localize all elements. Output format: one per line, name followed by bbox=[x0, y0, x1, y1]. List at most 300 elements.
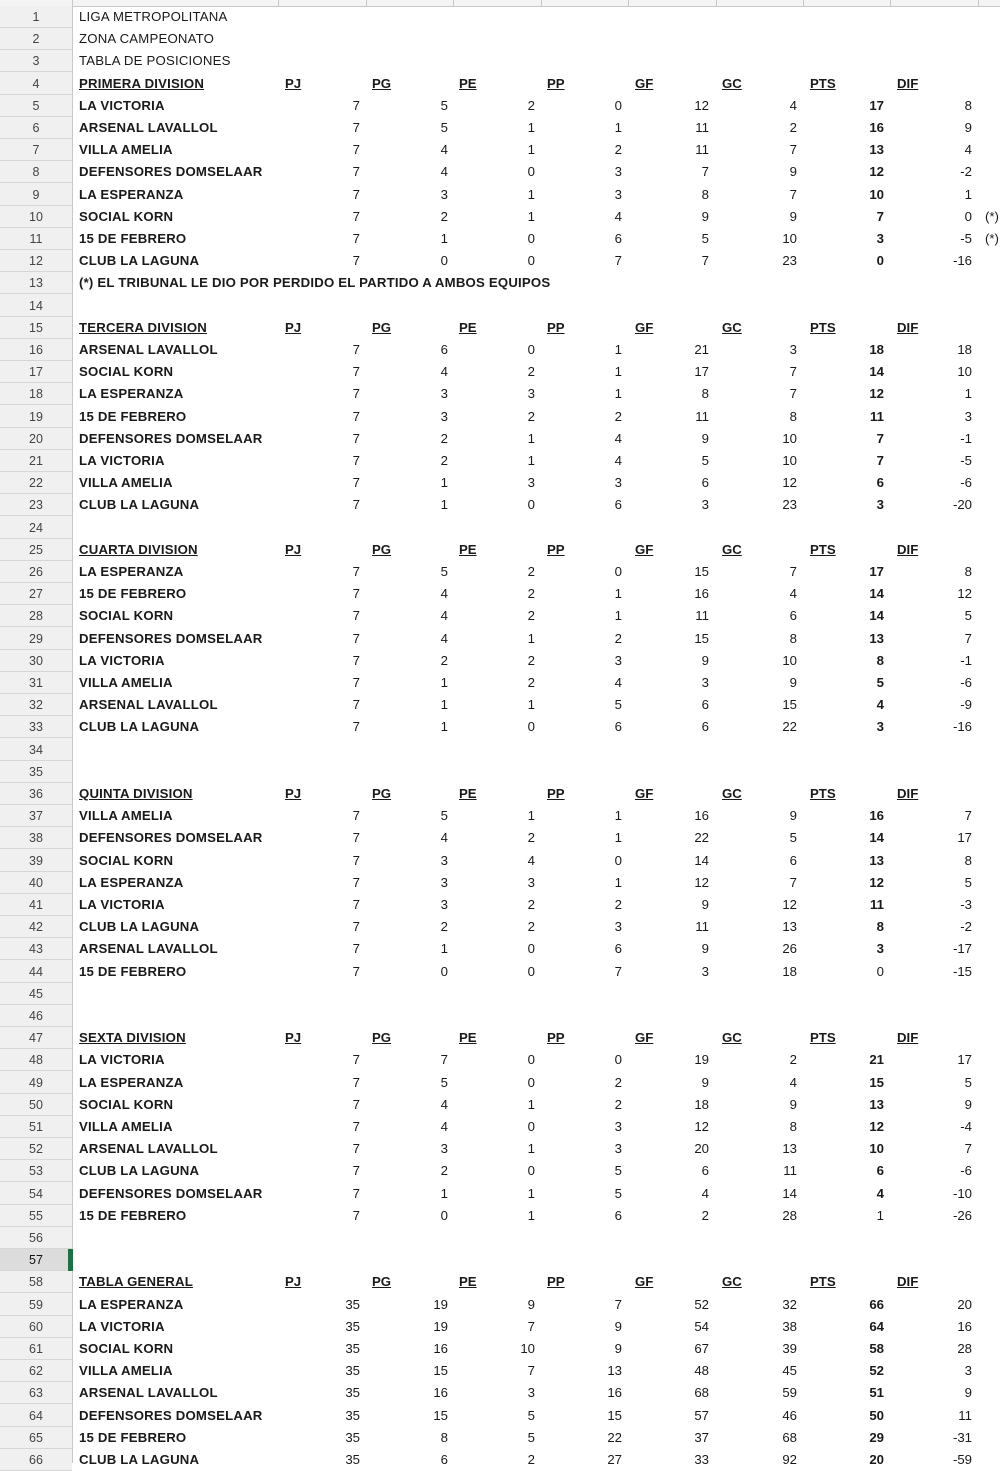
stat-cell-pts[interactable]: 16 bbox=[869, 120, 884, 135]
stat-cell-pe[interactable]: 0 bbox=[527, 497, 535, 513]
row-number[interactable]: 20 bbox=[0, 428, 72, 450]
stat-cell-pe[interactable]: 10 bbox=[520, 1341, 535, 1356]
column-header-pe[interactable]: PE bbox=[459, 786, 477, 801]
stat-cell-pp[interactable]: 2 bbox=[614, 408, 622, 424]
stat-cell-pe[interactable]: 0 bbox=[527, 719, 535, 735]
stat-cell-dif[interactable]: 9 bbox=[964, 1096, 972, 1112]
stat-cell-pe[interactable]: 7 bbox=[527, 1318, 535, 1334]
column-header-pj[interactable]: PJ bbox=[285, 541, 302, 557]
sheet-row[interactable] bbox=[0, 1360, 1000, 1382]
stat-cell-gf[interactable]: 11 bbox=[695, 142, 709, 158]
stat-cell-pp[interactable]: 1 bbox=[614, 120, 622, 135]
stat-cell-pts[interactable]: 3 bbox=[876, 497, 884, 513]
row-number[interactable]: 31 bbox=[0, 672, 72, 694]
stat-cell-pe[interactable]: 1 bbox=[527, 430, 535, 446]
stat-cell-pp[interactable]: 6 bbox=[614, 497, 622, 513]
team-name-cell[interactable]: VILLA AMELIA bbox=[79, 675, 173, 690]
stat-cell-gf[interactable]: 8 bbox=[701, 186, 709, 202]
stat-cell-gf[interactable]: 6 bbox=[701, 697, 709, 713]
column-header-pj[interactable]: PJ bbox=[285, 1030, 302, 1046]
stat-cell-pg[interactable]: 16 bbox=[433, 1385, 448, 1401]
stat-cell-pg[interactable]: 4 bbox=[440, 164, 448, 180]
stat-cell-gf[interactable]: 12 bbox=[694, 874, 709, 890]
stat-cell-pg[interactable]: 2 bbox=[440, 453, 448, 468]
sheet-row[interactable] bbox=[0, 872, 1000, 894]
stat-cell-gc[interactable]: 92 bbox=[782, 1452, 797, 1467]
stat-cell-gf[interactable]: 9 bbox=[701, 430, 709, 446]
stat-cell-gc[interactable]: 8 bbox=[789, 630, 797, 646]
column-header-pe[interactable]: PE bbox=[459, 75, 477, 91]
sheet-row[interactable] bbox=[0, 1405, 1000, 1427]
stat-cell-pe[interactable]: 2 bbox=[527, 586, 535, 602]
stat-cell-pg[interactable]: 5 bbox=[440, 564, 448, 579]
row-number[interactable]: 7 bbox=[0, 139, 72, 161]
stat-cell-pts[interactable]: 4 bbox=[876, 697, 884, 713]
stat-cell-pe[interactable]: 1 bbox=[527, 808, 535, 824]
stat-cell-pj[interactable]: 7 bbox=[352, 453, 360, 468]
stat-cell-dif[interactable]: -6 bbox=[960, 1163, 972, 1179]
row-number[interactable]: 13 bbox=[0, 272, 72, 294]
stat-cell-gc[interactable]: 2 bbox=[789, 1052, 797, 1068]
stat-cell-gf[interactable]: 9 bbox=[701, 1074, 709, 1090]
stat-cell-pts[interactable]: 10 bbox=[869, 186, 884, 202]
stat-cell-pp[interactable]: 6 bbox=[614, 941, 622, 957]
stat-cell-pts[interactable]: 20 bbox=[869, 1452, 884, 1467]
stat-cell-pe[interactable]: 0 bbox=[527, 941, 535, 957]
stat-cell-dif[interactable]: -1 bbox=[960, 430, 972, 446]
stat-cell-pts[interactable]: 1 bbox=[876, 1207, 884, 1223]
team-name-cell[interactable]: LA VICTORIA bbox=[79, 1318, 165, 1334]
stat-cell-pp[interactable]: 1 bbox=[614, 830, 622, 846]
row-number[interactable]: 61 bbox=[0, 1338, 72, 1360]
team-name-cell[interactable]: SOCIAL KORN bbox=[79, 364, 174, 380]
team-name-cell[interactable]: ARSENAL LAVALLOL bbox=[79, 1385, 218, 1401]
team-name-cell[interactable]: 15 DE FEBRERO bbox=[79, 586, 187, 602]
stat-cell-pp[interactable]: 1 bbox=[614, 586, 622, 602]
stat-cell-dif[interactable]: 9 bbox=[964, 1385, 972, 1401]
stat-cell-gf[interactable]: 12 bbox=[694, 1119, 709, 1134]
sheet-row[interactable] bbox=[0, 916, 1000, 938]
team-name-cell[interactable]: CLUB LA LAGUNA bbox=[79, 1452, 200, 1467]
sheet-row[interactable] bbox=[0, 1227, 1000, 1249]
row-number[interactable]: 4 bbox=[0, 73, 72, 95]
stat-cell-gc[interactable]: 4 bbox=[789, 586, 797, 602]
stat-cell-pp[interactable]: 16 bbox=[607, 1385, 622, 1401]
stat-cell-pe[interactable]: 1 bbox=[527, 453, 535, 468]
column-header-pp[interactable]: PP bbox=[547, 786, 565, 801]
stat-cell-pg[interactable]: 2 bbox=[440, 1163, 448, 1179]
stat-cell-pp[interactable]: 7 bbox=[614, 963, 622, 979]
team-name-cell[interactable]: 15 DE FEBRERO bbox=[79, 1207, 187, 1223]
stat-cell-gc[interactable]: 7 bbox=[789, 186, 797, 202]
column-header-gf[interactable]: GF bbox=[635, 1030, 654, 1046]
stat-cell-pj[interactable]: 7 bbox=[352, 808, 360, 824]
stat-cell-gc[interactable]: 9 bbox=[789, 208, 797, 224]
column-header-pp[interactable]: PP bbox=[547, 75, 565, 91]
column-header-gf[interactable]: GF bbox=[635, 541, 654, 557]
stat-cell-pj[interactable]: 7 bbox=[352, 497, 360, 513]
team-name-cell[interactable]: 15 DE FEBRERO bbox=[79, 1429, 187, 1445]
stat-cell-dif[interactable]: -59 bbox=[952, 1452, 972, 1467]
row-number[interactable]: 19 bbox=[0, 406, 72, 428]
division-title-cell[interactable]: PRIMERA DIVISION bbox=[79, 75, 205, 91]
stat-cell-gf[interactable]: 54 bbox=[694, 1318, 709, 1334]
stat-cell-dif[interactable]: 8 bbox=[964, 97, 972, 113]
stat-cell-pp[interactable]: 9 bbox=[614, 1318, 622, 1334]
row-number[interactable]: 53 bbox=[0, 1160, 72, 1182]
stat-cell-pts[interactable]: 50 bbox=[869, 1407, 884, 1423]
stat-cell-gc[interactable]: 9 bbox=[789, 164, 797, 180]
stat-cell-gc[interactable]: 7 bbox=[789, 386, 797, 402]
stat-cell-pj[interactable]: 7 bbox=[352, 608, 360, 624]
stat-cell-gc[interactable]: 12 bbox=[782, 897, 797, 912]
stat-cell-pg[interactable]: 5 bbox=[440, 808, 448, 824]
stat-cell-pe[interactable]: 1 bbox=[527, 120, 535, 135]
row-number[interactable]: 36 bbox=[0, 783, 72, 805]
stat-cell-gc[interactable]: 10 bbox=[782, 430, 797, 446]
stat-cell-pp[interactable]: 2 bbox=[614, 142, 622, 158]
stat-cell-dif[interactable]: 5 bbox=[964, 874, 972, 890]
stat-cell-dif[interactable]: 5 bbox=[964, 1074, 972, 1090]
stat-cell-gc[interactable]: 3 bbox=[789, 342, 797, 357]
stat-cell-pp[interactable]: 3 bbox=[614, 475, 622, 491]
stat-cell-gf[interactable]: 11 bbox=[695, 608, 709, 624]
team-name-cell[interactable]: LA VICTORIA bbox=[79, 1052, 165, 1068]
stat-cell-pe[interactable]: 0 bbox=[527, 253, 535, 269]
sheet-row[interactable] bbox=[0, 250, 1000, 272]
stat-cell-gc[interactable]: 10 bbox=[782, 231, 797, 246]
sheet-row[interactable] bbox=[0, 295, 1000, 317]
stat-cell-dif[interactable]: -1 bbox=[960, 652, 972, 668]
stat-cell-gc[interactable]: 7 bbox=[789, 874, 797, 890]
row-number[interactable]: 58 bbox=[0, 1271, 72, 1293]
row-number[interactable]: 41 bbox=[0, 894, 72, 916]
stat-cell-pj[interactable]: 35 bbox=[345, 1341, 360, 1356]
stat-cell-gc[interactable]: 7 bbox=[789, 564, 797, 579]
row-number[interactable]: 32 bbox=[0, 694, 72, 716]
stat-cell-pts[interactable]: 12 bbox=[869, 874, 884, 890]
team-name-cell[interactable]: DEFENSORES DOMSELAAR bbox=[79, 630, 263, 646]
stat-cell-pj[interactable]: 7 bbox=[352, 364, 360, 380]
stat-cell-pts[interactable]: 14 bbox=[869, 586, 884, 602]
sheet-row[interactable] bbox=[0, 739, 1000, 761]
row-number[interactable]: 18 bbox=[0, 383, 72, 405]
stat-cell-pg[interactable]: 4 bbox=[440, 830, 448, 846]
stat-cell-pj[interactable]: 7 bbox=[352, 475, 360, 491]
stat-cell-gc[interactable]: 32 bbox=[782, 1296, 797, 1312]
stat-cell-pe[interactable]: 2 bbox=[527, 97, 535, 113]
team-name-cell[interactable]: DEFENSORES DOMSELAAR bbox=[79, 1407, 263, 1423]
team-name-cell[interactable]: SOCIAL KORN bbox=[79, 208, 174, 224]
row-number[interactable]: 29 bbox=[0, 628, 72, 650]
stat-cell-pg[interactable]: 5 bbox=[440, 97, 448, 113]
stat-cell-pe[interactable]: 1 bbox=[527, 1185, 535, 1201]
stat-cell-gf[interactable]: 21 bbox=[694, 342, 709, 357]
row-number[interactable]: 30 bbox=[0, 650, 72, 672]
stat-cell-gf[interactable]: 52 bbox=[694, 1296, 709, 1312]
stat-cell-pe[interactable]: 2 bbox=[527, 1452, 535, 1467]
stat-cell-gc[interactable]: 15 bbox=[782, 697, 797, 713]
row-number[interactable]: 48 bbox=[0, 1049, 72, 1071]
stat-cell-gf[interactable]: 15 bbox=[694, 564, 709, 579]
sheet-row[interactable] bbox=[0, 961, 1000, 983]
stat-cell-pj[interactable]: 7 bbox=[352, 1163, 360, 1179]
stat-cell-pj[interactable]: 7 bbox=[352, 1096, 360, 1112]
column-header-gc[interactable]: GC bbox=[722, 541, 742, 557]
stat-cell-dif[interactable]: 17 bbox=[957, 830, 972, 846]
row-number[interactable]: 34 bbox=[0, 739, 72, 761]
team-name-cell[interactable]: LA VICTORIA bbox=[79, 652, 165, 668]
stat-cell-pts[interactable]: 64 bbox=[869, 1318, 884, 1334]
sheet-row[interactable] bbox=[0, 317, 1000, 339]
stat-cell-gf[interactable]: 37 bbox=[694, 1429, 709, 1445]
row-number[interactable]: 15 bbox=[0, 317, 72, 339]
stat-cell-pp[interactable]: 3 bbox=[614, 919, 622, 935]
team-name-cell[interactable]: LA VICTORIA bbox=[79, 97, 165, 113]
sheet-row[interactable] bbox=[0, 206, 1000, 228]
column-header-pj[interactable]: PJ bbox=[285, 786, 302, 801]
stat-cell-pj[interactable]: 7 bbox=[352, 1141, 360, 1157]
row-number[interactable]: 39 bbox=[0, 850, 72, 872]
sheet-row[interactable] bbox=[0, 539, 1000, 561]
row-number[interactable]: 55 bbox=[0, 1205, 72, 1227]
stat-cell-pj[interactable]: 7 bbox=[352, 1119, 360, 1134]
stat-cell-dif[interactable]: -3 bbox=[960, 897, 972, 912]
stat-cell-pg[interactable]: 2 bbox=[440, 208, 448, 224]
column-header-dif[interactable]: DIF bbox=[897, 1030, 919, 1046]
stat-cell-dif[interactable]: -16 bbox=[952, 719, 972, 735]
sheet-row[interactable] bbox=[0, 716, 1000, 738]
stat-cell-gf[interactable]: 16 bbox=[694, 808, 709, 824]
stat-cell-gf[interactable]: 19 bbox=[694, 1052, 709, 1068]
stat-cell-gc[interactable]: 22 bbox=[782, 719, 797, 735]
division-title-cell[interactable]: TABLA GENERAL bbox=[79, 1274, 193, 1290]
team-name-cell[interactable]: LA VICTORIA bbox=[79, 453, 165, 468]
stat-cell-dif[interactable]: -9 bbox=[960, 697, 972, 713]
column-header-pts[interactable]: PTS bbox=[810, 541, 836, 557]
row-number[interactable]: 42 bbox=[0, 916, 72, 938]
row-number[interactable]: 5 bbox=[0, 95, 72, 117]
stat-cell-pe[interactable]: 3 bbox=[527, 386, 535, 402]
column-header-gf[interactable]: GF bbox=[635, 319, 654, 335]
team-name-cell[interactable]: ARSENAL LAVALLOL bbox=[79, 941, 218, 957]
stat-cell-gc[interactable]: 10 bbox=[782, 453, 797, 468]
stat-cell-pg[interactable]: 1 bbox=[440, 475, 448, 491]
stat-cell-gc[interactable]: 18 bbox=[782, 963, 797, 979]
stat-cell-pj[interactable]: 7 bbox=[352, 408, 360, 424]
stat-cell-pp[interactable]: 1 bbox=[614, 342, 622, 357]
sheet-row[interactable] bbox=[0, 1027, 1000, 1049]
column-header-gf[interactable]: GF bbox=[635, 786, 654, 801]
stat-cell-gf[interactable]: 16 bbox=[694, 586, 709, 602]
stat-cell-pp[interactable]: 2 bbox=[614, 630, 622, 646]
stat-cell-pg[interactable]: 0 bbox=[440, 963, 448, 979]
stat-cell-pp[interactable]: 2 bbox=[614, 1074, 622, 1090]
stat-cell-pe[interactable]: 2 bbox=[527, 364, 535, 380]
row-number[interactable]: 11 bbox=[0, 228, 72, 250]
stat-cell-pts[interactable]: 14 bbox=[869, 608, 884, 624]
stat-cell-pg[interactable]: 0 bbox=[440, 253, 448, 269]
stat-cell-dif[interactable]: 16 bbox=[957, 1318, 972, 1334]
stat-cell-pg[interactable]: 2 bbox=[440, 430, 448, 446]
row-number[interactable]: 45 bbox=[0, 983, 72, 1005]
stat-cell-gc[interactable]: 9 bbox=[789, 808, 797, 824]
sheet-row[interactable] bbox=[0, 494, 1000, 516]
stat-cell-pg[interactable]: 7 bbox=[440, 1052, 448, 1068]
row-number[interactable]: 52 bbox=[0, 1138, 72, 1160]
stat-cell-gc[interactable]: 7 bbox=[789, 142, 797, 158]
stat-cell-pp[interactable]: 2 bbox=[614, 897, 622, 912]
stat-cell-pg[interactable]: 3 bbox=[440, 408, 448, 424]
stat-cell-gf[interactable]: 17 bbox=[694, 364, 709, 380]
sheet-row[interactable] bbox=[0, 983, 1000, 1005]
row-number[interactable]: 3 bbox=[0, 50, 72, 72]
stat-cell-pg[interactable]: 19 bbox=[433, 1296, 448, 1312]
stat-cell-pe[interactable]: 0 bbox=[527, 1074, 535, 1090]
team-name-cell[interactable]: CLUB LA LAGUNA bbox=[79, 1163, 200, 1179]
stat-cell-pe[interactable]: 1 bbox=[527, 1141, 535, 1157]
sheet-row[interactable] bbox=[0, 761, 1000, 783]
stat-cell-gf[interactable]: 9 bbox=[701, 897, 709, 912]
stat-cell-dif[interactable]: 8 bbox=[964, 852, 972, 868]
stat-cell-pg[interactable]: 5 bbox=[440, 1074, 448, 1090]
stat-cell-dif[interactable]: -6 bbox=[960, 475, 972, 491]
sheet-row[interactable] bbox=[0, 339, 1000, 361]
row-number[interactable]: 43 bbox=[0, 938, 72, 960]
stat-cell-pe[interactable]: 2 bbox=[527, 919, 535, 935]
stat-cell-dif[interactable]: 20 bbox=[957, 1296, 972, 1312]
row-number[interactable]: 44 bbox=[0, 961, 72, 983]
stat-cell-pj[interactable]: 7 bbox=[352, 697, 360, 713]
stat-cell-gc[interactable]: 9 bbox=[789, 675, 797, 690]
stat-cell-pg[interactable]: 3 bbox=[440, 874, 448, 890]
stat-cell-gf[interactable]: 9 bbox=[701, 941, 709, 957]
team-name-cell[interactable]: LA ESPERANZA bbox=[79, 1074, 184, 1090]
team-name-cell[interactable]: DEFENSORES DOMSELAAR bbox=[79, 430, 263, 446]
stat-cell-pg[interactable]: 8 bbox=[440, 1429, 448, 1445]
stat-cell-pe[interactable]: 3 bbox=[527, 475, 535, 491]
stat-cell-pe[interactable]: 1 bbox=[527, 1096, 535, 1112]
sheet-row[interactable] bbox=[0, 1072, 1000, 1094]
stat-cell-pe[interactable]: 9 bbox=[527, 1296, 535, 1312]
row-number[interactable]: 25 bbox=[0, 539, 72, 561]
stat-cell-pp[interactable]: 7 bbox=[614, 1296, 622, 1312]
team-name-cell[interactable]: LA VICTORIA bbox=[79, 897, 165, 912]
stat-cell-pts[interactable]: 13 bbox=[869, 1096, 884, 1112]
column-header-pts[interactable]: PTS bbox=[810, 1274, 836, 1290]
stat-cell-pp[interactable]: 6 bbox=[614, 719, 622, 735]
row-number[interactable]: 62 bbox=[0, 1360, 72, 1382]
stat-cell-gc[interactable]: 6 bbox=[789, 608, 797, 624]
sheet-row[interactable] bbox=[0, 672, 1000, 694]
stat-cell-pe[interactable]: 3 bbox=[527, 1385, 535, 1401]
row-number[interactable]: 35 bbox=[0, 761, 72, 783]
sheet-row[interactable] bbox=[0, 1116, 1000, 1138]
stat-cell-pts[interactable]: 12 bbox=[869, 386, 884, 402]
stat-cell-dif[interactable]: 8 bbox=[964, 564, 972, 579]
stat-cell-pts[interactable]: 14 bbox=[869, 830, 884, 846]
stat-cell-dif[interactable]: 4 bbox=[964, 142, 972, 158]
stat-cell-gf[interactable]: 20 bbox=[694, 1141, 709, 1157]
division-title-cell[interactable]: SEXTA DIVISION bbox=[79, 1030, 186, 1046]
column-header-pj[interactable]: PJ bbox=[285, 319, 302, 335]
stat-cell-pts[interactable]: 7 bbox=[876, 453, 884, 468]
stat-cell-pp[interactable]: 2 bbox=[614, 1096, 622, 1112]
sheet-row[interactable] bbox=[0, 361, 1000, 383]
stat-cell-gf[interactable]: 57 bbox=[694, 1407, 709, 1423]
column-header-pe[interactable]: PE bbox=[459, 541, 477, 557]
row-number[interactable]: 26 bbox=[0, 561, 72, 583]
column-header-pg[interactable]: PG bbox=[372, 1030, 392, 1046]
stat-cell-pe[interactable]: 1 bbox=[527, 697, 535, 713]
stat-cell-pg[interactable]: 3 bbox=[440, 852, 448, 868]
stat-cell-pj[interactable]: 35 bbox=[345, 1429, 360, 1445]
sheet-row[interactable] bbox=[0, 850, 1000, 872]
stat-cell-gc[interactable]: 4 bbox=[789, 97, 797, 113]
team-name-cell[interactable]: SOCIAL KORN bbox=[79, 852, 174, 868]
stat-cell-pp[interactable]: 1 bbox=[614, 364, 622, 380]
stat-cell-pts[interactable]: 15 bbox=[869, 1074, 884, 1090]
row-number[interactable]: 65 bbox=[0, 1427, 72, 1449]
stat-cell-pg[interactable]: 19 bbox=[433, 1318, 448, 1334]
stat-cell-dif[interactable]: 28 bbox=[957, 1341, 972, 1356]
team-name-cell[interactable]: 15 DE FEBRERO bbox=[79, 231, 187, 246]
stat-cell-pp[interactable]: 13 bbox=[607, 1363, 622, 1379]
stat-cell-pts[interactable]: 13 bbox=[869, 852, 884, 868]
stat-cell-pts[interactable]: 7 bbox=[876, 430, 884, 446]
note-marker-cell[interactable]: (*) bbox=[985, 231, 999, 246]
stat-cell-pj[interactable]: 35 bbox=[345, 1407, 360, 1423]
stat-cell-dif[interactable]: 5 bbox=[964, 608, 972, 624]
division-title-cell[interactable]: TERCERA DIVISION bbox=[79, 319, 208, 335]
stat-cell-pp[interactable]: 0 bbox=[614, 852, 622, 868]
stat-cell-pe[interactable]: 0 bbox=[527, 1052, 535, 1068]
stat-cell-pts[interactable]: 7 bbox=[876, 208, 884, 224]
stat-cell-pp[interactable]: 5 bbox=[614, 1185, 622, 1201]
stat-cell-pj[interactable]: 7 bbox=[352, 430, 360, 446]
row-number[interactable]: 50 bbox=[0, 1094, 72, 1116]
sheet-row[interactable] bbox=[0, 161, 1000, 183]
sheet-row[interactable] bbox=[0, 117, 1000, 139]
stat-cell-dif[interactable]: -5 bbox=[960, 453, 972, 468]
column-header-dif[interactable]: DIF bbox=[897, 319, 919, 335]
stat-cell-pj[interactable]: 35 bbox=[345, 1296, 360, 1312]
stat-cell-pp[interactable]: 1 bbox=[614, 608, 622, 624]
stat-cell-pts[interactable]: 8 bbox=[876, 919, 884, 935]
column-header-dif[interactable]: DIF bbox=[897, 541, 919, 557]
stat-cell-pp[interactable]: 3 bbox=[614, 164, 622, 180]
team-name-cell[interactable]: VILLA AMELIA bbox=[79, 1363, 173, 1379]
stat-cell-pts[interactable]: 17 bbox=[869, 564, 884, 579]
sheet-row[interactable] bbox=[0, 1094, 1000, 1116]
stat-cell-gf[interactable]: 15 bbox=[694, 630, 709, 646]
stat-cell-pg[interactable]: 0 bbox=[440, 1207, 448, 1223]
stat-cell-pg[interactable]: 4 bbox=[440, 608, 448, 624]
sheet-row[interactable] bbox=[0, 1005, 1000, 1027]
row-number[interactable]: 38 bbox=[0, 827, 72, 849]
sheet-row[interactable] bbox=[0, 6, 1000, 28]
column-header-dif[interactable]: DIF bbox=[897, 786, 919, 801]
sheet-row[interactable] bbox=[0, 428, 1000, 450]
stat-cell-gf[interactable]: 4 bbox=[701, 1185, 709, 1201]
column-header-pe[interactable]: PE bbox=[459, 1274, 477, 1290]
sheet-row[interactable] bbox=[0, 583, 1000, 605]
team-name-cell[interactable]: CLUB LA LAGUNA bbox=[79, 919, 200, 935]
stat-cell-dif[interactable]: 3 bbox=[964, 408, 972, 424]
team-name-cell[interactable]: CLUB LA LAGUNA bbox=[79, 253, 200, 269]
stat-cell-pp[interactable]: 7 bbox=[614, 253, 622, 269]
stat-cell-pp[interactable]: 0 bbox=[614, 1052, 622, 1068]
